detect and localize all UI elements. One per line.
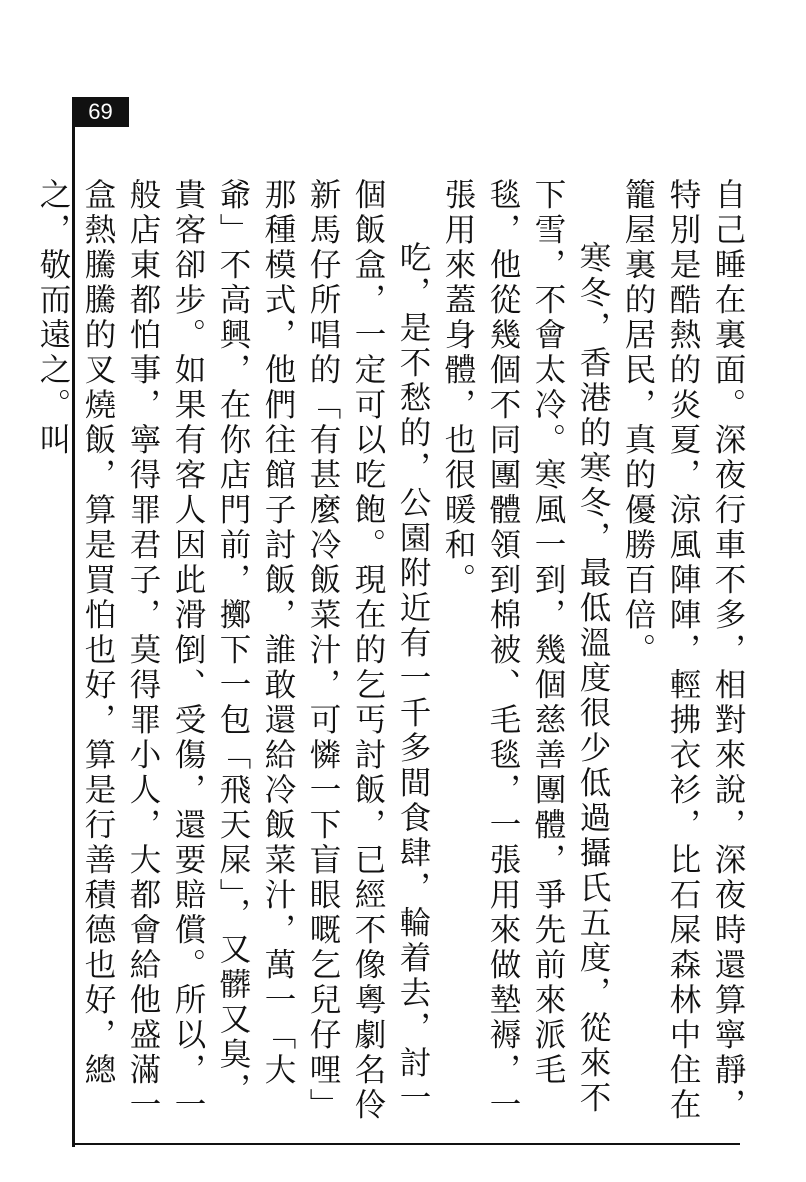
article-body — [35, 178, 750, 1138]
paragraph-3: 吃，是不愁的，公園附近有一千多間食肆，輪着去，討一個飯盒，一定可以吃飽。現在的乞丐討飯，已經不像粵劇名伶新馬仔所唱的「有甚麼冷飯菜汁，可憐一下盲眼嘅乞兒仔哩」那種模式，他們往館子討飯，誰敢還給冷飯菜汁，萬一「大爺」不高興，在你店門前，擲下一包「飛天屎」，又髒又臭，貴客卻步。如果有客人因此滑倒、受傷，還要賠償。所以，一般店東都怕事，寧得罪君子，莫得罪小人，大都會給他盛滿一盒熱騰騰的叉燒飯，算是買怕也好，算是行善積德也好，總之，敬而遠之。叫 — [35, 178, 431, 1123]
margin-rule-horizontal — [72, 1143, 740, 1145]
paragraph-2: 寒冬，香港的寒冬，最低溫度很少低過攝氏五度，從來不下雪，不會太冷。寒風一到，幾個慈善團體，爭先前來派毛毯，他從幾個不同團體領到棉被、毛毯，一張用來做墊褥，一張用來蓋身體，也很暖和。 — [440, 178, 611, 1123]
page-number: 69 — [72, 97, 129, 127]
paragraph-1: 自己睡在裏面。深夜行車不多，相對來說，深夜時還算寧靜，特別是酷熱的炎夏，涼風陣陣，輕拂衣衫，比石屎森林中住在籠屋裏的居民，真的優勝百倍。 — [620, 178, 746, 1123]
